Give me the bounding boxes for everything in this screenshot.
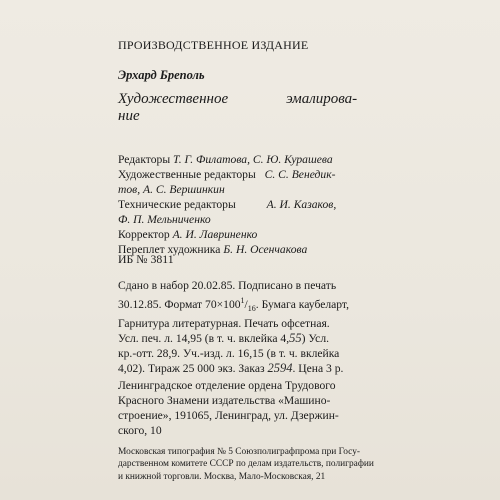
footer-line-2: дарственном комитете СССР по делам издательств, полиграфии bbox=[118, 459, 374, 470]
author-name bbox=[118, 68, 490, 83]
pub-line-6-a: 4,02). Тираж 25 000 экз. Заказ bbox=[118, 362, 268, 376]
footer-line-1: Московская типография № 5 Союзполиграфпрома при Госу- bbox=[118, 447, 360, 457]
org-line-4: ского, 10 bbox=[118, 424, 162, 437]
credit-binding-label: Переплет художника bbox=[118, 243, 221, 256]
pub-line-1: Сдано в набор 20.02.85. Подписано в печать bbox=[118, 279, 337, 292]
pub-line-2: 30.12.85. Формат $70\times 100^1/_{16}$. Бумага каубеларт, bbox=[118, 296, 350, 314]
printer-footer bbox=[118, 446, 490, 483]
publication-details bbox=[118, 278, 490, 376]
credit-tech-editors-names-b: Ф. П. Мельниченко bbox=[118, 213, 211, 226]
pub-line-6-b: . Цена 3 р. bbox=[292, 362, 344, 376]
credit-tech-editors bbox=[118, 197, 490, 212]
pub-line-4-a: Усл. печ. л. 14,95 (в т. ч. вклейка 4, bbox=[118, 332, 290, 346]
credit-corrector-label: Корректор bbox=[118, 228, 170, 241]
ib-number bbox=[118, 252, 490, 267]
credits-block bbox=[118, 152, 490, 257]
pub-line-4 bbox=[118, 331, 490, 346]
pub-line-2-a: 30.12.85. Формат 70×100 bbox=[118, 297, 241, 311]
credit-tech-editors-label: Технические редакторы bbox=[118, 198, 236, 211]
credit-art-editors-names-b: тов, А. С. Вершинкин bbox=[118, 183, 225, 196]
edition-type-text: ПРОИЗВОДСТВЕННОЕ ИЗДАНИЕ bbox=[118, 38, 309, 52]
handwritten-insert-value: 55 bbox=[289, 331, 302, 346]
credit-tech-editors-names-a: А. И. Казаков, bbox=[266, 198, 337, 211]
credit-corrector bbox=[118, 227, 490, 242]
pub-line-3: Гарнитура литературная. Печать офсетная. bbox=[118, 317, 330, 331]
credit-editors bbox=[118, 152, 490, 167]
credit-art-editors-label: Художественные редакторы bbox=[118, 168, 256, 181]
credit-corrector-name: А. И. Лавриненко bbox=[172, 228, 258, 241]
handwritten-order-number: 2594 bbox=[267, 361, 293, 376]
ib-number-text: ИБ № 3811 bbox=[118, 252, 174, 266]
format-fraction-numerator: 1 bbox=[240, 296, 245, 305]
credit-art-editors-names-a: С. С. Венедик- bbox=[264, 168, 336, 181]
pub-line-4-b: ) Усл. bbox=[301, 332, 329, 346]
publisher-address bbox=[118, 378, 490, 438]
org-line-3: строение», 191065, Ленинград, ул. Дзержин- bbox=[118, 409, 339, 422]
org-line-1: Ленинградское отделение ордена Трудового bbox=[118, 379, 336, 392]
title-line-2: ние bbox=[118, 108, 140, 124]
credit-art-editors bbox=[118, 167, 490, 182]
format-fraction-denominator: 16 bbox=[247, 304, 256, 314]
credit-binding-name: Б. Н. Осенчакова bbox=[223, 243, 308, 256]
title-line-1 bbox=[118, 91, 490, 108]
pub-line-2-b: . Бумага каубеларт, bbox=[255, 297, 350, 311]
title-word-1: Художественное bbox=[118, 91, 229, 107]
pub-line-5: кр.-отт. 28,9. Уч.-изд. л. 16,15 (в т. ч. вклейка bbox=[118, 347, 340, 361]
pub-line-6 bbox=[118, 361, 490, 376]
title-word-2: эмалирова- bbox=[286, 91, 358, 107]
edition-type-label bbox=[118, 38, 490, 53]
credit-editors-label: Редакторы bbox=[118, 153, 171, 166]
book-title bbox=[118, 91, 490, 125]
author-text: Эрхард Бреполь bbox=[118, 68, 205, 82]
footer-line-3: и книжной торговли. Москва, Мало-Московская, 21 bbox=[118, 471, 326, 482]
credit-editors-names: Т. Г. Филатова, С. Ю. Курашева bbox=[173, 153, 333, 166]
org-line-2: Красного Знамени издательства «Машино- bbox=[118, 394, 331, 407]
